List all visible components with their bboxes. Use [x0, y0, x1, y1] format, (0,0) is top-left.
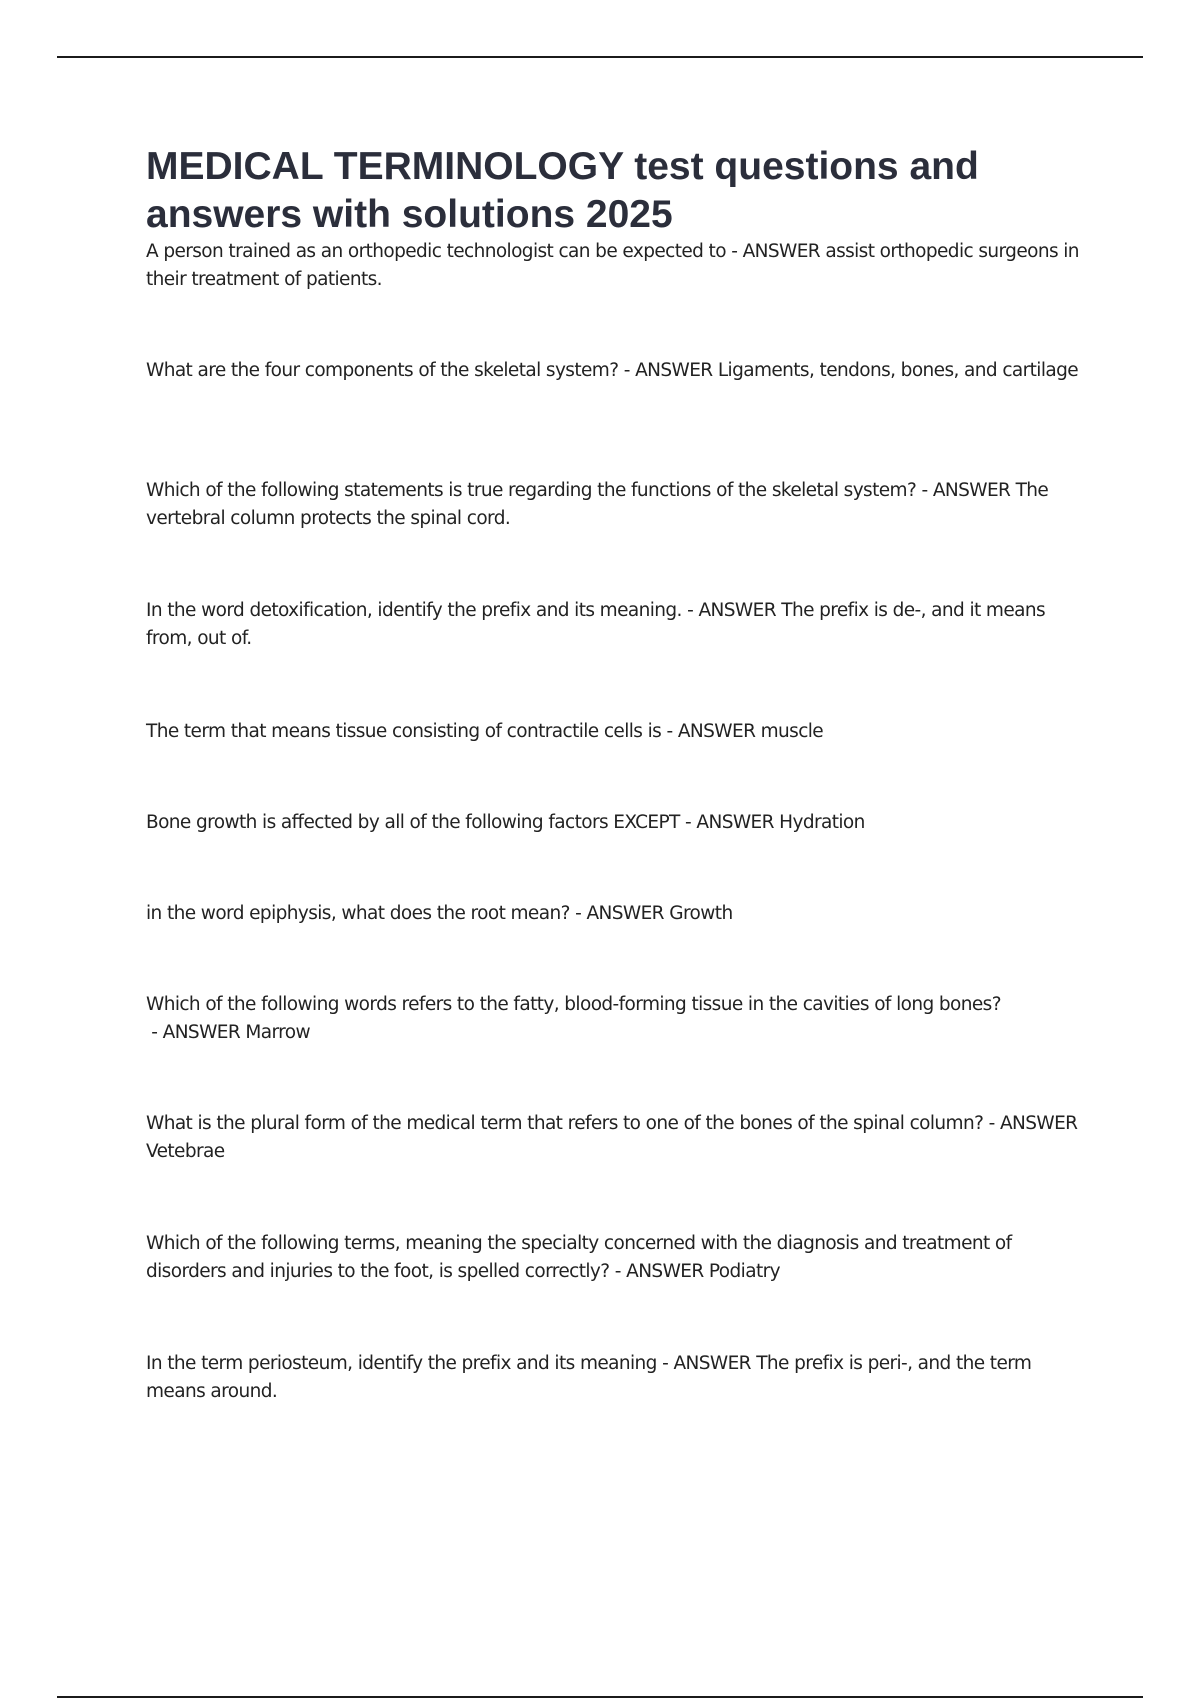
top-rule [57, 56, 1143, 58]
answer-text: The prefix is peri-, and the term means around. [146, 1353, 1032, 1402]
answer-text: assist orthopedic surgeons in their treatment of patients. [146, 241, 1079, 290]
answer-label: ANSWER [696, 812, 774, 833]
qa-item-2: What are the four components of the skeletal system? - ANSWER Ligaments, tendons, bones, and cartilage [146, 360, 1079, 381]
qa-item-11: In the term periosteum, identify the prefix and its meaning - ANSWER The prefix is peri-, and the term means around. [146, 1353, 1032, 1402]
answer-text: Hydration [779, 812, 865, 833]
document-title: MEDICAL TERMINOLOGY test questions and answers with solutions 2025 [146, 145, 979, 236]
answer-label: ANSWER [673, 1353, 751, 1374]
answer-text: muscle [760, 721, 824, 742]
question-text: Bone growth is affected by all of the following factors EXCEPT [146, 812, 680, 833]
answer-label: ANSWER [626, 1261, 704, 1282]
question-text: What is the plural form of the medical term that refers to one of the bones of the spinal column? [146, 1113, 984, 1134]
answer-text: Marrow [245, 1022, 311, 1043]
qa-item-6: Bone growth is affected by all of the following factors EXCEPT - ANSWER Hydration [146, 812, 865, 833]
answer-text: Vetebrae [146, 1141, 225, 1162]
qa-item-1: A person trained as an orthopedic technologist can be expected to - ANSWER assist orthopedic surgeons in their treatment of patients. [146, 241, 1079, 290]
question-text: Which of the following words refers to the fatty, blood-forming tissue in the cavities of long bones? [146, 994, 1001, 1015]
qa-item-8: Which of the following words refers to the fatty, blood-forming tissue in the cavities of long bones? - ANSWER Marrow [146, 994, 1001, 1043]
bottom-rule [57, 1696, 1143, 1698]
qa-item-9: What is the plural form of the medical term that refers to one of the bones of the spinal column? - ANSWER Vetebrae [146, 1113, 1078, 1162]
answer-label: ANSWER [635, 360, 713, 381]
question-text: What are the four components of the skeletal system? [146, 360, 619, 381]
question-text: In the word detoxification, identify the prefix and its meaning. [146, 600, 682, 621]
answer-label: ANSWER [698, 600, 776, 621]
qa-item-5: The term that means tissue consisting of contractile cells is - ANSWER muscle [146, 721, 824, 742]
answer-label: ANSWER [162, 1022, 241, 1043]
question-text: Which of the following statements is true regarding the functions of the skeletal system? [146, 480, 917, 501]
answer-text: Ligaments, tendons, bones, and cartilage [717, 360, 1079, 381]
qa-item-7: in the word epiphysis, what does the root mean? - ANSWER Growth [146, 903, 733, 924]
qa-item-10: Which of the following terms, meaning the specialty concerned with the diagnosis and treatment of disorders and injuries to the foot, is spelled correctly? - ANSWER Podiatry [146, 1233, 1012, 1282]
answer-text: The vertebral column protects the spinal cord. [146, 480, 1049, 529]
question-text: The term that means tissue consisting of contractile cells is [146, 721, 662, 742]
answer-label: ANSWER [999, 1113, 1078, 1134]
question-text: A person trained as an orthopedic technologist can be expected to [146, 241, 726, 262]
qa-item-3: Which of the following statements is true regarding the functions of the skeletal system? - ANSWER The vertebral column protects the spinal cord. [146, 480, 1049, 529]
question-text: in the word epiphysis, what does the root mean? [146, 903, 570, 924]
answer-label: ANSWER [586, 903, 664, 924]
answer-text: Podiatry [708, 1261, 780, 1282]
answer-label: ANSWER [742, 241, 821, 262]
question-text: In the term periosteum, identify the prefix and its meaning [146, 1353, 657, 1374]
answer-text: Growth [669, 903, 733, 924]
answer-label: ANSWER [932, 480, 1011, 501]
qa-item-4: In the word detoxification, identify the prefix and its meaning. - ANSWER The prefix is de-, and it means from, out of. [146, 600, 1046, 649]
answer-label: ANSWER [677, 721, 756, 742]
answer-text: The prefix is de-, and it means from, out of. [146, 600, 1046, 649]
question-text: Which of the following terms, meaning the specialty concerned with the diagnosis and treatment of disorders and injuries to the foot, is spelled correctly? [146, 1233, 1012, 1282]
